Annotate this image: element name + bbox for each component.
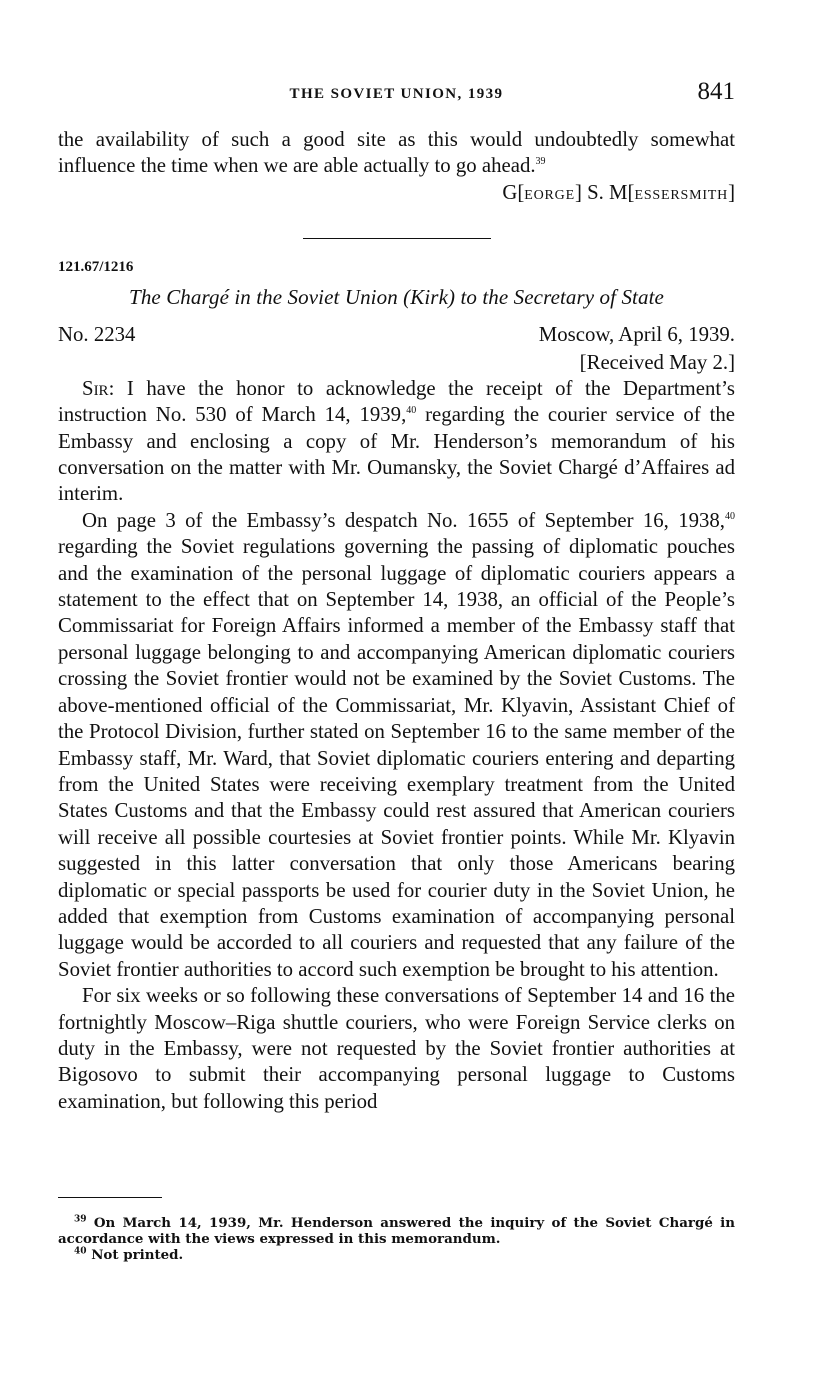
footnote-40	[58, 1247, 735, 1263]
document-page	[58, 78, 735, 1115]
section-divider	[303, 238, 491, 239]
paragraph-1-text-a: : I have the honor to acknowledge the receipt of the Department’s instruction No. 530 of March 14, 1939,	[58, 376, 735, 427]
received-date: [Received May 2.]	[579, 350, 735, 374]
footnote-ref-40: 40	[406, 405, 417, 417]
footnote-39	[58, 1215, 735, 1247]
body-paragraph-2	[58, 508, 735, 983]
despatch-number: No. 2234	[58, 322, 136, 346]
paragraph-2-text-a: On page 3 of the Embassy’s despatch No. 1655 of September 16, 1938,	[82, 508, 725, 532]
footnotes	[58, 1215, 735, 1263]
footnote-text: Not printed.	[86, 1247, 184, 1263]
place-date: Moscow, April 6, 1939.	[538, 322, 735, 346]
footnote-text: On March 14, 1939, Mr. Henderson answered the inquiry of the Soviet Chargé in accordance with the views expressed in this memorandum.	[58, 1215, 735, 1247]
file-number: 121.67/1216	[58, 258, 134, 275]
footnote-mark: 39	[74, 1214, 87, 1225]
salutation: Sir	[82, 376, 109, 400]
footnote-mark: 40	[74, 1246, 87, 1257]
running-title: THE SOVIET UNION, 1939	[289, 86, 504, 102]
continued-paragraph-text: the availability of such a good site as this would undoubtedly somewhat influence the time when we are able actually to go ahead.	[58, 128, 735, 178]
signature-initial-g: G	[502, 180, 518, 204]
running-head	[58, 78, 735, 112]
signature: G[EORGE] S. M[ESSERSMITH]	[502, 180, 735, 204]
page-number: 841	[697, 78, 735, 105]
footnote-ref-39: 39	[535, 156, 546, 168]
signature-initials-sm: ] S. M	[574, 180, 628, 204]
footnote-divider	[58, 1197, 162, 1198]
paragraph-2-text-b: regarding the Soviet regulations governing the passing of diplomatic pouches and the examination of the personal luggage of diplomatic couriers appears a statement to the effect that on September 14, 1938, an official of the People’s Commissariat for Foreign Affairs informed a member of the Embassy staff that personal luggage belonging to and accompanying American diplomatic couriers crossing the Soviet frontier would not be examined by the Soviet Customs. The above-mentioned official of the Commissariat, Mr. Klyavin, Assistant Chief of the Protocol Division, further stated on September 16 to the same member of the Embassy staff, Mr. Ward, that Soviet diplomatic couriers entering and departing from the United States were receiving exemplary treatment from the United States Customs and that the Embassy could rest assured that American couriers will receive all possible courtesies at Soviet frontier points. While Mr. Klyavin suggested in this latter conversation that only those Americans bearing diplomatic or special passports be used for courier duty in the Soviet Union, he added that exemption from Customs examination of accompanying personal luggage would be accorded to all couriers and requested that any failure of the Soviet frontier authorities to accord such exemption be brought to his attention.	[58, 535, 735, 981]
signature-name-essersmith: ESSERSMITH	[634, 187, 729, 203]
document-heading: The Chargé in the Soviet Union (Kirk) to the Secretary of State	[129, 284, 664, 309]
document-meta-row	[58, 323, 735, 351]
paragraph-1-text-b: regarding the courier service of the Embassy and enclosing a copy of Mr. Henderson’s memorandum of his conversation on the matter with Mr. Oumansky, the Soviet Chargé d’Affaires ad interim.	[58, 403, 735, 506]
body-paragraph-3: For six weeks or so following these conversations of September 14 and 16 the fortnightly Moscow–Riga shuttle couriers, who were Foreign Service clerks on duty in the Embassy, were not requested by the Soviet frontier authorities at Bigosovo to submit their accompanying personal luggage to Customs examination, but following this period	[58, 984, 735, 1113]
body-paragraph-1	[58, 376, 735, 508]
continued-paragraph	[58, 127, 735, 180]
footnote-ref-40: 40	[725, 510, 735, 522]
signature-name-eorge: EORGE	[524, 187, 575, 203]
